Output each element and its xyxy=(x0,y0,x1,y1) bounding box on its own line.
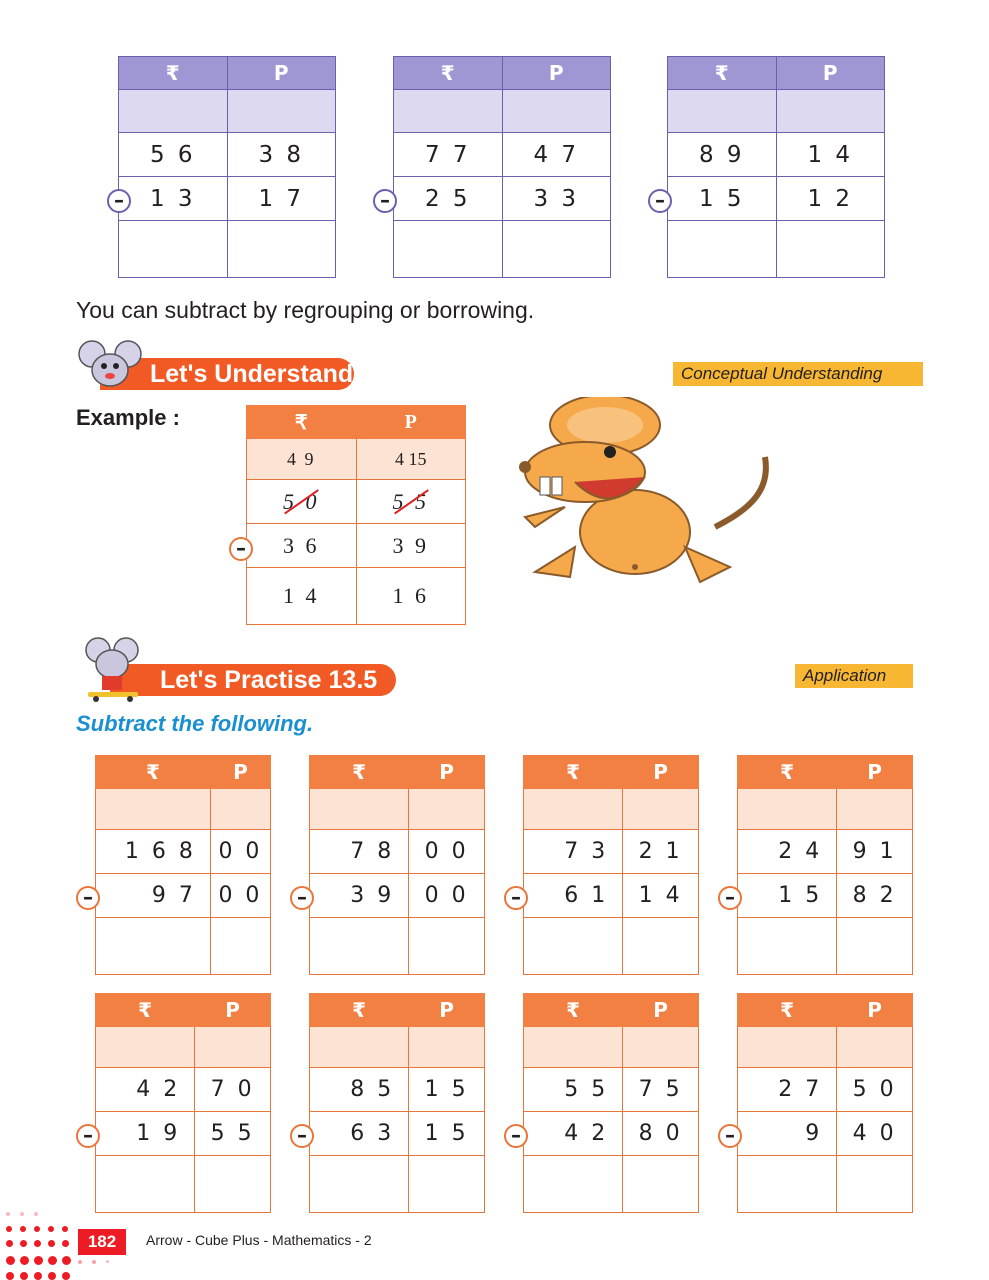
practice-table-2 xyxy=(309,755,485,975)
minuend-rupee: 7 8 xyxy=(310,830,409,874)
answer-paise-box[interactable] xyxy=(623,1156,699,1213)
top-table-3 xyxy=(667,56,885,278)
paise-header: P xyxy=(210,756,270,789)
answer-paise-box[interactable] xyxy=(195,1156,271,1213)
borrow-paise: 4 15 xyxy=(356,439,466,480)
answer-rupee-box[interactable] xyxy=(96,1156,195,1213)
example-label: Example : xyxy=(76,405,180,430)
example-table xyxy=(246,405,466,625)
practice-table-8 xyxy=(737,993,913,1213)
rupee-header: ₹ xyxy=(524,756,623,789)
blank-cell xyxy=(210,789,270,830)
subtrahend-paise: 5 5 xyxy=(195,1112,271,1156)
subtrahend-paise: 3 9 xyxy=(356,524,466,568)
subtrahend-rupee: 1 9 xyxy=(96,1112,195,1156)
subtrahend-paise: 1 2 xyxy=(776,177,885,221)
answer-paise-box[interactable] xyxy=(776,221,885,278)
subtrahend-paise: 1 4 xyxy=(623,874,699,918)
minuend-rupee: 8 9 xyxy=(668,133,777,177)
minuend-paise: 2 1 xyxy=(623,830,699,874)
answer-rupee-box[interactable] xyxy=(310,1156,409,1213)
practice-table-1 xyxy=(95,755,271,975)
answer-paise-box[interactable] xyxy=(623,918,699,975)
instruction: Subtract the following. xyxy=(76,711,314,736)
minuend-paise: 1 5 xyxy=(409,1068,485,1112)
minuend-paise: 3 8 xyxy=(227,133,336,177)
minuend-paise: 0 0 xyxy=(210,830,270,874)
minuend-paise: 7 5 xyxy=(623,1068,699,1112)
answer-paise-box[interactable] xyxy=(502,221,611,278)
minus-sign-icon: – xyxy=(718,1124,742,1148)
answer-paise-box[interactable] xyxy=(227,221,336,278)
blank-cell xyxy=(310,1027,409,1068)
minus-sign-icon: – xyxy=(107,189,131,213)
crossed-paise: 5 5 xyxy=(392,488,429,514)
lets-practise-banner: Let's Practise 13.5 xyxy=(110,664,396,696)
minuend-rupee: 5 6 xyxy=(119,133,228,177)
result-paise: 1 6 xyxy=(356,568,466,625)
answer-rupee-box[interactable] xyxy=(668,221,777,278)
subtrahend-paise: 4 0 xyxy=(837,1112,913,1156)
minuend-paise: 5 0 xyxy=(837,1068,913,1112)
subtrahend-paise: 0 0 xyxy=(210,874,270,918)
rupee-header: ₹ xyxy=(738,756,837,789)
minuend-paise: 0 0 xyxy=(409,830,485,874)
answer-rupee-box[interactable] xyxy=(310,918,409,975)
page-number: 182 xyxy=(78,1229,126,1255)
blank-cell xyxy=(524,1027,623,1068)
blank-cell xyxy=(738,1027,837,1068)
blank-cell xyxy=(310,789,409,830)
lets-understand-banner: Let's Understand xyxy=(100,358,354,390)
subtrahend-paise: 3 3 xyxy=(502,177,611,221)
paise-header: P xyxy=(409,756,485,789)
blank-cell xyxy=(524,789,623,830)
blank-cell xyxy=(96,789,211,830)
paise-header: P xyxy=(227,57,336,90)
subtrahend-paise: 1 5 xyxy=(409,1112,485,1156)
rupee-header: ₹ xyxy=(96,994,195,1027)
rupee-header: ₹ xyxy=(96,756,211,789)
minuend-rupee: 8 5 xyxy=(310,1068,409,1112)
subtrahend-paise: 1 7 xyxy=(227,177,336,221)
subtrahend-paise: 8 0 xyxy=(623,1112,699,1156)
blank-cell xyxy=(837,789,913,830)
paise-header: P xyxy=(623,994,699,1027)
answer-rupee-box[interactable] xyxy=(96,918,211,975)
answer-rupee-box[interactable] xyxy=(738,1156,837,1213)
regrouping-note: You can subtract by regrouping or borrowing. xyxy=(76,297,535,323)
blank-cell xyxy=(409,1027,485,1068)
subtrahend-rupee: 1 5 xyxy=(738,874,837,918)
paise-header: P xyxy=(195,994,271,1027)
minus-sign-icon: – xyxy=(648,189,672,213)
borrow-rupee: 4 9 xyxy=(247,439,357,480)
rupee-header: ₹ xyxy=(310,994,409,1027)
minus-sign-icon: – xyxy=(718,886,742,910)
answer-paise-box[interactable] xyxy=(837,1156,913,1213)
minus-sign-icon: – xyxy=(76,1124,100,1148)
answer-paise-box[interactable] xyxy=(409,1156,485,1213)
subtrahend-rupee: 1 3 xyxy=(119,177,228,221)
paise-header: P xyxy=(356,406,466,439)
minus-sign-icon: – xyxy=(229,537,253,561)
answer-paise-box[interactable] xyxy=(210,918,270,975)
subtrahend-rupee: 3 9 xyxy=(310,874,409,918)
minus-sign-icon: – xyxy=(504,1124,528,1148)
application-tag: Application xyxy=(795,664,913,688)
rupee-header: ₹ xyxy=(394,57,503,90)
rupee-header: ₹ xyxy=(738,994,837,1027)
paise-header: P xyxy=(409,994,485,1027)
minuend-paise: 9 1 xyxy=(837,830,913,874)
minuend-rupee: 5 5 xyxy=(524,1068,623,1112)
answer-rupee-box[interactable] xyxy=(524,918,623,975)
practice-table-7 xyxy=(523,993,699,1213)
blank-cell xyxy=(195,1027,271,1068)
rupee-header: ₹ xyxy=(310,756,409,789)
paise-header: P xyxy=(502,57,611,90)
minuend-rupee: 7 3 xyxy=(524,830,623,874)
minuend-rupee: 7 7 xyxy=(394,133,503,177)
minuend-paise: 4 7 xyxy=(502,133,611,177)
answer-paise-box[interactable] xyxy=(409,918,485,975)
practice-table-3 xyxy=(523,755,699,975)
minuend-rupee: 1 6 8 xyxy=(96,830,211,874)
practice-table-6 xyxy=(309,993,485,1213)
blank-cell xyxy=(776,90,885,133)
practice-table-5 xyxy=(95,993,271,1213)
paise-header: P xyxy=(837,994,913,1027)
answer-rupee-box[interactable] xyxy=(524,1156,623,1213)
blank-cell xyxy=(227,90,336,133)
blank-cell xyxy=(119,90,228,133)
minuend-paise: 1 4 xyxy=(776,133,885,177)
blank-cell xyxy=(738,789,837,830)
answer-paise-box[interactable] xyxy=(837,918,913,975)
minus-sign-icon: – xyxy=(290,886,314,910)
blank-cell xyxy=(623,789,699,830)
book-title: Arrow - Cube Plus - Mathematics - 2 xyxy=(146,1232,372,1248)
rupee-header: ₹ xyxy=(668,57,777,90)
minus-sign-icon: – xyxy=(290,1124,314,1148)
practice-table-4 xyxy=(737,755,913,975)
blank-cell xyxy=(837,1027,913,1068)
crossed-rupee: 5 0 xyxy=(283,488,320,514)
blank-cell xyxy=(502,90,611,133)
minuend-rupee: 2 4 xyxy=(738,830,837,874)
paise-header: P xyxy=(776,57,885,90)
rupee-header: ₹ xyxy=(524,994,623,1027)
paise-header: P xyxy=(837,756,913,789)
answer-rupee-box[interactable] xyxy=(394,221,503,278)
top-table-1 xyxy=(118,56,336,278)
mouse-mascot-icon xyxy=(78,338,142,394)
minus-sign-icon: – xyxy=(76,886,100,910)
conceptual-understanding-tag: Conceptual Understanding xyxy=(673,362,923,386)
answer-rupee-box[interactable] xyxy=(119,221,228,278)
blank-cell xyxy=(409,789,485,830)
subtrahend-rupee: 1 5 xyxy=(668,177,777,221)
subtrahend-rupee: 2 5 xyxy=(394,177,503,221)
subtrahend-rupee: 4 2 xyxy=(524,1112,623,1156)
rupee-header: ₹ xyxy=(119,57,228,90)
answer-rupee-box[interactable] xyxy=(738,918,837,975)
result-rupee: 1 4 xyxy=(247,568,357,625)
subtrahend-paise: 0 0 xyxy=(409,874,485,918)
rupee-header: ₹ xyxy=(247,406,357,439)
top-table-2 xyxy=(393,56,611,278)
subtrahend-rupee: 6 1 xyxy=(524,874,623,918)
skateboard-mouse-icon xyxy=(80,636,146,702)
subtrahend-rupee: 3 6 xyxy=(247,524,357,568)
minus-sign-icon: – xyxy=(504,886,528,910)
minus-sign-icon: – xyxy=(373,189,397,213)
subtrahend-paise: 8 2 xyxy=(837,874,913,918)
minuend-rupee: 4 2 xyxy=(96,1068,195,1112)
subtrahend-rupee: 6 3 xyxy=(310,1112,409,1156)
running-mouse-illustration xyxy=(515,397,785,587)
minuend-paise: 7 0 xyxy=(195,1068,271,1112)
blank-cell xyxy=(668,90,777,133)
blank-cell xyxy=(623,1027,699,1068)
paise-header: P xyxy=(623,756,699,789)
subtrahend-rupee: 9 7 xyxy=(96,874,211,918)
blank-cell xyxy=(96,1027,195,1068)
minuend-rupee: 2 7 xyxy=(738,1068,837,1112)
subtrahend-rupee: 9 xyxy=(738,1112,837,1156)
blank-cell xyxy=(394,90,503,133)
